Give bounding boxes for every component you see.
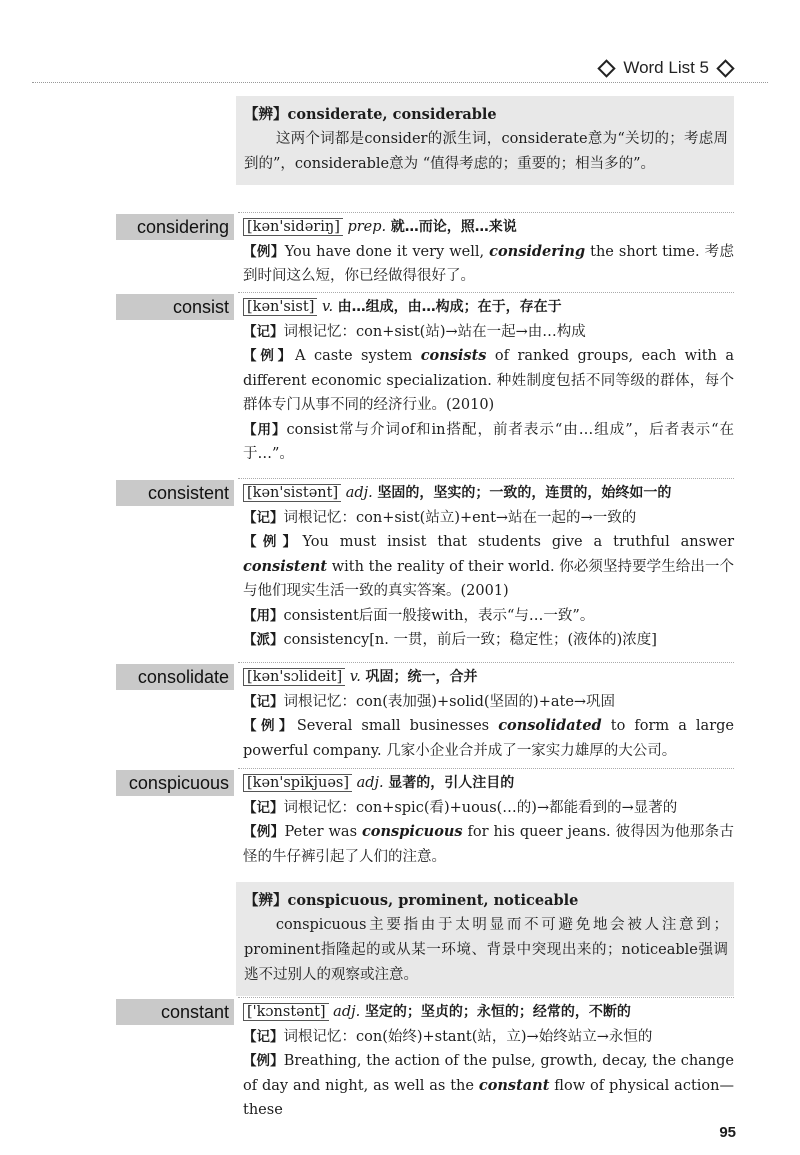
example: 【例】A caste system consists of ranked groups, each with a different economic specialization. 种姓制度包括不同等级的群体，每个群体专门从事不同的经济行业。(2010) [243, 347, 734, 413]
entry-divider [238, 478, 734, 479]
definition: 坚定的；坚贞的；永恒的；经常的，不断的 [364, 1004, 631, 1020]
definition-line [243, 481, 734, 506]
example: 【例】Peter was conspicuous for his queer jeans. 彼得因为他那条古怪的牛仔裤引起了人们的注意。 [243, 823, 734, 865]
derivative: 【派】consistency[n. 一贯，前后一致；稳定性；(液体的)浓度] [243, 632, 657, 648]
definition: 坚固的，坚实的；一致的，连贯的，始终如一的 [377, 485, 672, 501]
memo: 【记】词根记忆：con+spic(看)+uous(…的)→都能看到的→显著的 [243, 799, 678, 816]
entry-divider [238, 212, 734, 213]
usage: 【用】consist常与介词of和in搭配，前者表示“由…组成”，后者表示“在于…”。 [243, 421, 734, 462]
example: 【例】You must insist that students give a truthful answer consistent with the reality of their world. 你必须坚持要学生给出一个与他们现实生活一致的真实答案。(2001) [243, 534, 735, 599]
entry-divider [238, 997, 734, 998]
phonetic: ['kɔnstənt] [243, 1003, 329, 1021]
headword-constant: constant [116, 999, 234, 1025]
definition: 显著的，引人注目的 [388, 775, 515, 791]
headword-consolidate: consolidate [116, 664, 234, 690]
headword-consistent: consistent [116, 480, 234, 506]
distinction-text: conspicuous主要指由于太明显而不可避免地会被人注意到；prominent指隆起的或从某一环境、背景中突现出来的；noticeable强调逃不过别人的观察或注意。 [244, 917, 728, 983]
usage: 【用】consistent后面一般接with，表示“与…一致”。 [243, 607, 595, 624]
headword-conspicuous: conspicuous [116, 770, 234, 796]
entry-constant [243, 1000, 734, 1123]
running-header [596, 58, 736, 78]
diamond-icon [598, 59, 616, 77]
diamond-icon [716, 59, 734, 77]
phonetic: [kən'sidəriŋ] [243, 218, 343, 236]
entry-consistent [243, 481, 734, 653]
memo: 【记】词根记忆：con(表加强)+solid(坚固的)+ate→巩固 [243, 693, 616, 710]
headword-consist: consist [116, 294, 234, 320]
part-of-speech: adj. [345, 485, 373, 501]
definition-line [243, 771, 734, 796]
page-number: 95 [719, 1124, 736, 1141]
distinction-title: 【辨】conspicuous, prominent, noticeable [244, 892, 579, 909]
entry-divider [238, 768, 734, 769]
memo: 【记】词根记忆：con(始终)+stant(站，立)→始终站立→永恒的 [243, 1028, 653, 1045]
part-of-speech: adj. [333, 1004, 361, 1020]
entry-divider [238, 292, 734, 293]
definition: 由…组成，由…构成；在于，存在于 [337, 299, 562, 315]
phonetic: [kən'sɔlideit] [243, 668, 345, 686]
phonetic: [kən'sist] [243, 298, 317, 316]
definition-line [243, 1000, 734, 1025]
example: 【例】Several small businesses consolidated to form a large powerful company. 几家小企业合并成了一家实力雄厚的大公司。 [243, 717, 734, 759]
distinction-box-conspicuous [236, 882, 734, 996]
entry-consist [243, 295, 734, 467]
example: 【例】Breathing, the action of the pulse, growth, decay, the change of day and night, as well as the constant flow of physical action—these [243, 1053, 735, 1118]
distinction-text: 这两个词都是consider的派生词，considerate意为“关切的；考虑周到的”，considerable意为 “值得考虑的；重要的；相当多的”。 [244, 131, 728, 172]
phonetic: [kən'spikjuəs] [243, 774, 352, 792]
header-divider [32, 82, 768, 83]
part-of-speech: v. [321, 299, 334, 315]
entry-divider [238, 662, 734, 663]
entry-considering [243, 215, 734, 289]
phonetic: [kən'sistənt] [243, 484, 341, 502]
entry-conspicuous [243, 771, 734, 869]
distinction-title: 【辨】considerate, considerable [244, 106, 497, 123]
definition: 就…而论，照…来说 [390, 219, 517, 235]
definition: 巩固；统一，合并 [365, 669, 478, 685]
entry-consolidate [243, 665, 734, 763]
example: 【例】You have done it very well, considering the short time. 考虑到时间这么短，你已经做得很好了。 [243, 242, 735, 284]
distinction-box-considerate [236, 96, 734, 185]
definition-line [243, 665, 734, 690]
memo: 【记】词根记忆：con+sist(站)→站在一起→由…构成 [243, 323, 586, 340]
header-title: Word List 5 [623, 58, 709, 77]
part-of-speech: adj. [356, 775, 384, 791]
part-of-speech: prep. [347, 219, 387, 235]
part-of-speech: v. [349, 669, 361, 685]
definition-line [243, 295, 734, 320]
memo: 【记】词根记忆：con+sist(站立)+ent→站在一起的→一致的 [243, 509, 637, 526]
definition-line [243, 215, 734, 240]
headword-considering: considering [116, 214, 234, 240]
